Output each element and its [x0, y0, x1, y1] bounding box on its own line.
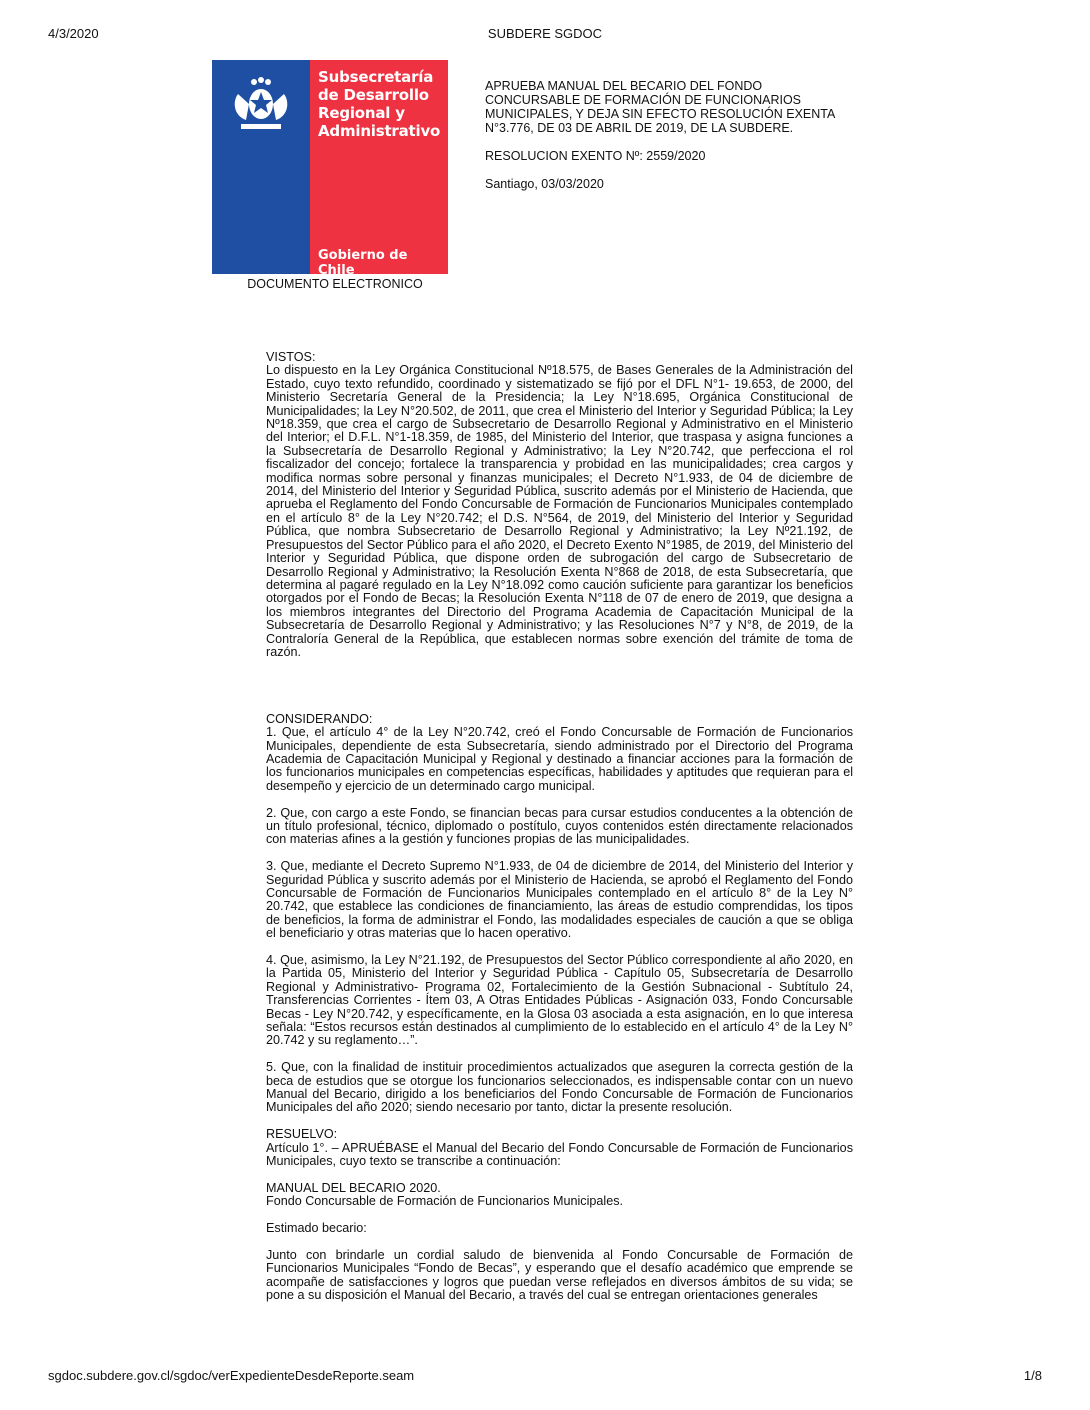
print-header-title: SUBDERE SGDOC	[487, 26, 603, 41]
logo-blue-panel	[212, 60, 310, 274]
subdere-logo	[212, 60, 448, 274]
manual-subtitle: Fondo Concursable de Formación de Funcionarios Municipales.	[266, 1194, 624, 1209]
logo-ministry-name: Subsecretaría de Desarrollo Regional y Administrativo	[318, 68, 441, 140]
considerando-title: CONSIDERANDO:	[266, 711, 373, 726]
print-date: 4/3/2020	[48, 26, 99, 41]
considerando-item-5: 5. Que, con la finalidad de instituir procedimientos actualizados que aseguren la correcta gestión de la beca de estudios que se otorgue los funcionarios seleccionados, es indispensable contar con un nuevo Manual del Becario, dirigido a los beneficiarios del Fondo Concursable de Formación de Funcionarios Municipales del año 2020; siendo necesario por tanto, dictar la presente resolución.	[266, 1060, 853, 1115]
considerando-item-3: 3. Que, mediante el Decreto Supremo N°1.933, de 04 de diciembre de 2014, del Ministerio del Interior y Seguridad Pública y suscrito además por el Ministerio de Hacienda, se aprobó el Reglamento del Fondo Concursable de Formación de Funcionarios Municipales contemplado en el artículo 8° de la Ley N° 20.742, que establece las condiciones de financiamiento, las áreas de estudio comprendidas, los tipos de beneficios, la forma de administrar el Fondo, las modalidades especiales de caución a que se obliga el beneficiario y otras materias que lo hacen operativo.	[266, 859, 853, 941]
resolution-subject: APRUEBA MANUAL DEL BECARIO DEL FONDO CONCURSABLE DE FORMACIÓN DE FUNCIONARIOS MUNICIPALES, Y DEJA SIN EFECTO RESOLUCIÓN EXENTA N°3.776, DE 03 DE ABRIL DE 2019, DE LA SUBDERE.	[485, 79, 836, 135]
document-label: DOCUMENTO ELECTRONICO	[247, 277, 423, 291]
resuelvo-article-1: Artículo 1°. – APRUÉBASE el Manual del Becario del Fondo Concursable de Formación de Funcionarios Municipales, cuyo texto se transcribe a continuación:	[266, 1140, 853, 1169]
manual-title: MANUAL DEL BECARIO 2020.	[266, 1180, 441, 1195]
vistos-text: Lo dispuesto en la Ley Orgánica Constitucional Nº18.575, de Bases Generales de la Administración del Estado, cuyo texto refundido, coordinado y sistematizado se fijó por el DFL N°1- 19.653, de 2000, del Ministerio Secretaría General de la Presidencia; la Ley N°18.695, Orgánica Constitucional de Municipalidades; la Ley N°20.502, de 2011, que crea el Ministerio del Interior y Seguridad Pública; la Ley Nº18.359, que crea el cargo de Subsecretario de Desarrollo Regional y Administrativo en el Ministerio del Interior; el D.F.L. N°1-18.359, de 1985, del Ministerio del Interior, que traspasa y asigna funciones a la Subsecretaría de Desarrollo Regional y Administrativo; la Ley N°20.742, que perfecciona el rol fiscalizador del concejo; fortalece la transparencia y probidad en las municipalidades; crea cargos y modifica normas sobre personal y finanzas municipales; el Decreto N°1.933, de 04 de diciembre de 2014, del Ministerio del Interior y Seguridad Pública, suscrito además por el Ministerio de Hacienda, que aprueba el Reglamento del Fondo Concursable de Formación de Funcionarios Municipales contemplado en el artículo 8° de la Ley N°20.742; el D.S. N°564, de 2019, del Ministerio del Interior y Seguridad Pública, que nombra Subsecretario de Desarrollo Regional y Administrativo; la Ley Nº21.192, de Presupuestos del Sector Público para el año 2020, el Decreto Exento N°1985, de 2019, del Ministerio del Interior y Seguridad Pública, que dispone orden de subrogación del cargo de Subsecretario de Desarrollo Regional y Administrativo; la Resolución Exenta N°868 de 2018, de esta Subsecretaría, que determina al pagaré regulado en la Ley N°18.092 como caución suficiente para garantizar los beneficios otorgados por el Fondo de Becas; la Resolución Exenta N°118 de 07 de enero de 2019, que designa a los miembros integrantes del Directorio del Programa Academia de Capacitación Municipal de la Subsecretaría de Desarrollo Regional y Administrativo; y las Resoluciones N°7 y N°8, de 2019, de la Contraloría General de la República, que establecen normas sobre exención del trámite de toma de razón.	[266, 363, 853, 659]
considerando-item-2: 2. Que, con cargo a este Fondo, se financian becas para cursar estudios conducentes a la obtención de un título profesional, técnico, diplomado o postítulo, cuyos contenidos estén directamente relacionados con materias afines a la gestión y funciones propias de las municipalidades.	[266, 805, 853, 847]
intro-paragraph: Junto con brindarle un cordial saludo de bienvenida al Fondo Concursable de Formación de Funcionarios Municipales “Fondo de Becas”, y esperando que el desafío académico que emprende se acompañe de satisfacciones y logros que puedan verse reflejados en diversos ámbitos de su vida; se pone a su disposición el Manual del Becario, a través del cual se entregan orientaciones generales	[266, 1247, 853, 1303]
resolution-number: RESOLUCION EXENTO Nº: 2559/2020	[485, 149, 706, 163]
page-number: 1/8	[1023, 1368, 1042, 1383]
footer-url: sgdoc.subdere.gov.cl/sgdoc/verExpedienteDesdeReporte.seam	[48, 1368, 415, 1383]
vistos-title: VISTOS:	[266, 350, 316, 364]
document-body	[266, 351, 853, 1316]
logo-red-panel	[310, 60, 448, 274]
coat-of-arms-icon	[224, 74, 298, 134]
resolution-header	[485, 65, 865, 205]
considerando-item-4: 4. Que, asimismo, la Ley N°21.192, de Presupuestos del Sector Público correspondiente al año 2020, en la Partida 05, Ministerio del Interior y Seguridad Pública - Capítulo 05, Subsecretaría de Desarrollo Regional y Administrativo- Programa 02, Fortalecimiento de la Gestión Subnacional - Subtítulo 24, Transferencias Corrientes - Ítem 03, A Otras Entidades Públicas - Asignación 033, Fondo Concursable Becas - Ley N°20.742, y específicamente, en la Glosa 03 asociada a esta asignación, en lo que interesa señala: “Estos recursos están destinados al cumplimiento de lo establecido en el artículo 4° de la Ley N° 20.742 y su reglamento…”.	[266, 953, 853, 1048]
greeting: Estimado becario:	[266, 1221, 367, 1236]
logo-gov-name: Gobierno de Chile	[318, 248, 408, 274]
resuelvo-title: RESUELVO:	[266, 1127, 338, 1142]
considerando-item-1: 1. Que, el artículo 4° de la Ley N°20.742, creó el Fondo Concursable de Formación de Funcionarios Municipales, dependiente de esta Subsecretaría, siendo administrado por el Directorio del Programa Academia de Capacitación Municipal y Regional y destinado a financiar acciones para la formación de los funcionarios municipales en competencias específicas, habilidades y aptitudes que requieran para el desempeño y ejercicio de un determinado cargo municipal.	[266, 725, 853, 793]
resolution-place-date: Santiago, 03/03/2020	[485, 177, 604, 191]
